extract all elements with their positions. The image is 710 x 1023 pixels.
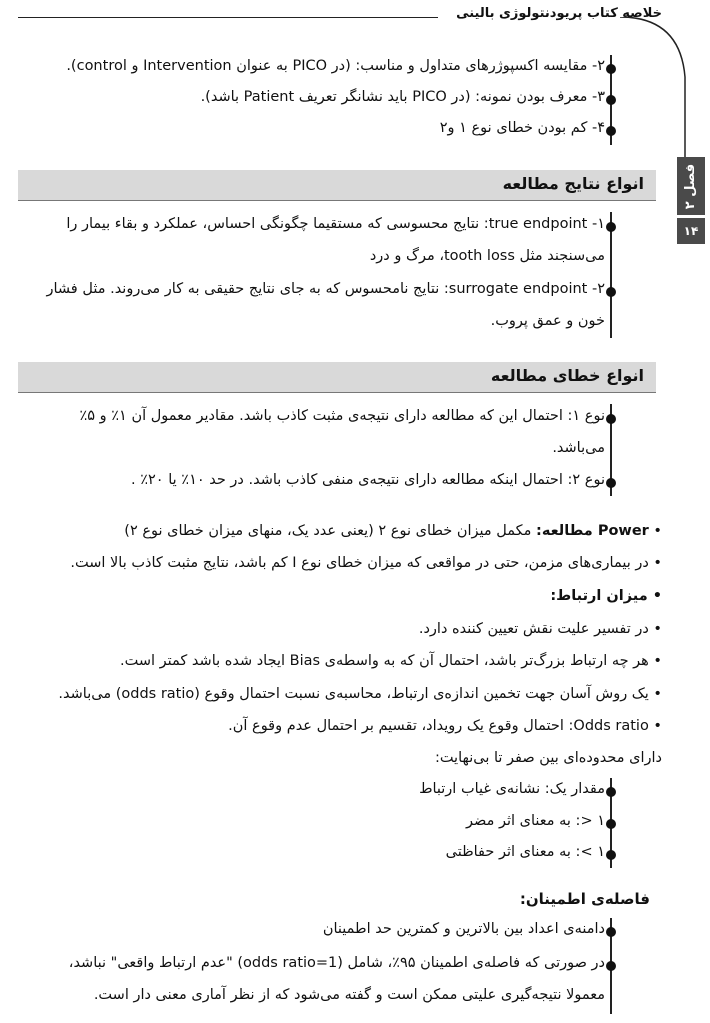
bullet-dot (606, 126, 616, 136)
header-rule (18, 17, 438, 18)
confidence-item-2-line-2: معمولا نتیجه‌گیری علیتی ممکن است و گفته می‌شود که از نظر آماری معنی دار است. (93, 987, 605, 1003)
section-title: انواع نتایج مطالعه (502, 174, 644, 193)
confidence-heading: فاصله‌ی اطمینان: (519, 890, 650, 908)
bullet-dot (606, 961, 616, 971)
bullet-dot (606, 64, 616, 74)
bullet-dot (606, 819, 616, 829)
chronic-item: • در بیماری‌های مزمن، حتی در مواقعی که میزان خطای نوع I کم باشد، نتایج مثبت کاذب بالا است. (70, 555, 662, 571)
pico-item-4: ۴- کم بودن خطای نوع ۱ و۲ (439, 120, 605, 136)
association-bullet-2: • هر چه ارتباط بزرگ‌تر باشد، احتمال آن که به واسطه‌ی Bias ایجاد شده باشد کمتر است. (120, 653, 662, 669)
pico-item-3: ۳- معرف بودن نمونه: (در PICO باید نشانگر تعریف Patient باشد). (200, 89, 605, 105)
association-bullet-3: • یک روش آسان جهت تخمین اندازه‌ی ارتباط، محاسبه‌ی نسبت احتمال وقوع (odds ratio) می‌باشد. (58, 686, 662, 702)
odds-greater-one: ۱ <: به معنای اثر مضر (466, 813, 605, 829)
confidence-item-1: دامنه‌ی اعداد بین بالاترین و کمترین حد اطمینان (322, 921, 605, 937)
association-heading: • میزان ارتباط: (550, 588, 662, 604)
odds-less-one: ۱ >: به معنای اثر حفاظتی (445, 844, 605, 860)
confidence-item-2-line-1: در صورتی که فاصله‌ی اطمینان ۹۵٪، شامل (odds ratio=1) "عدم ارتباط واقعی" نباشد، (68, 955, 605, 971)
section-heading-errors (18, 362, 656, 393)
bullet-dot (606, 222, 616, 232)
power-item: • Power مطالعه: مکمل میزان خطای نوع ۲ (یعنی عدد یک، منهای میزان خطای نوع ۲) (124, 523, 662, 539)
chronic-text: در بیماری‌های مزمن، حتی در مواقعی که میزان خطای نوع I کم باشد، نتایج مثبت کاذب بالا است. (70, 555, 649, 571)
association-bullet-1: • در تفسیر علیت نقش تعیین کننده دارد. (418, 621, 662, 637)
error-type-1-line-2: می‌باشد. (552, 440, 605, 456)
power-label: Power مطالعه: (536, 523, 649, 539)
error-type-1-line-1: نوع ۱: احتمال این که مطالعه دارای نتیجه‌ی مثبت کاذب باشد. مقادیر معمول آن ۱٪ و ۵٪ (79, 408, 605, 424)
outcome-2-line-1: ۲- surrogate endpoint: نتایج نامحسوس که به جای نتایج حقیقی به کار می‌روند. مثل فشار (46, 281, 605, 297)
section-title: انواع خطای مطالعه (490, 366, 644, 385)
bullet-dot (606, 927, 616, 937)
section-heading-outcomes (18, 170, 656, 201)
error-type-2: نوع ۲: احتمال اینکه مطالعه دارای نتیجه‌ی منفی کاذب باشد. در حد ۱۰٪ یا ۲۰٪ . (131, 472, 605, 488)
bullet-dot (606, 414, 616, 424)
outcome-2-line-2: خون و عمق پروب. (490, 313, 605, 329)
chapter-tab[interactable] (677, 157, 705, 215)
outcome-1-line-2: می‌سنجند مثل tooth loss، مرگ و درد (369, 248, 605, 264)
pico-item-2: ۲- مقایسه اکسپوژرهای متداول و مناسب: (در PICO به عنوان Intervention و control). (66, 58, 605, 74)
odds-value-one: مقدار یک: نشانه‌ی غیاب ارتباط (419, 781, 605, 797)
bullet-dot (606, 287, 616, 297)
chapter-label: فصل ۲ (683, 163, 699, 209)
book-title: خلاصه کتاب پریودنتولوژی بالینی (456, 6, 662, 21)
odds-range: دارای محدوده‌ای بین صفر تا بی‌نهایت: (434, 750, 662, 766)
bullet-dot (606, 787, 616, 797)
association-bullet-4: • Odds ratio: احتمال وقوع یک رویداد، تقسیم بر احتمال عدم وقوع آن. (228, 718, 662, 734)
power-text: مکمل میزان خطای نوع ۲ (یعنی عدد یک، منهای میزان خطای نوع ۲) (124, 523, 532, 539)
outcome-1-line-1: ۱- true endpoint: نتایج محسوسی که مستقیما چگونگی احساس، عملکرد و بقاء بیمار را (66, 216, 605, 232)
bullet-dot (606, 850, 616, 860)
page-number: ۱۴ (677, 218, 705, 244)
bullet-dot (606, 95, 616, 105)
bullet-dot (606, 478, 616, 488)
